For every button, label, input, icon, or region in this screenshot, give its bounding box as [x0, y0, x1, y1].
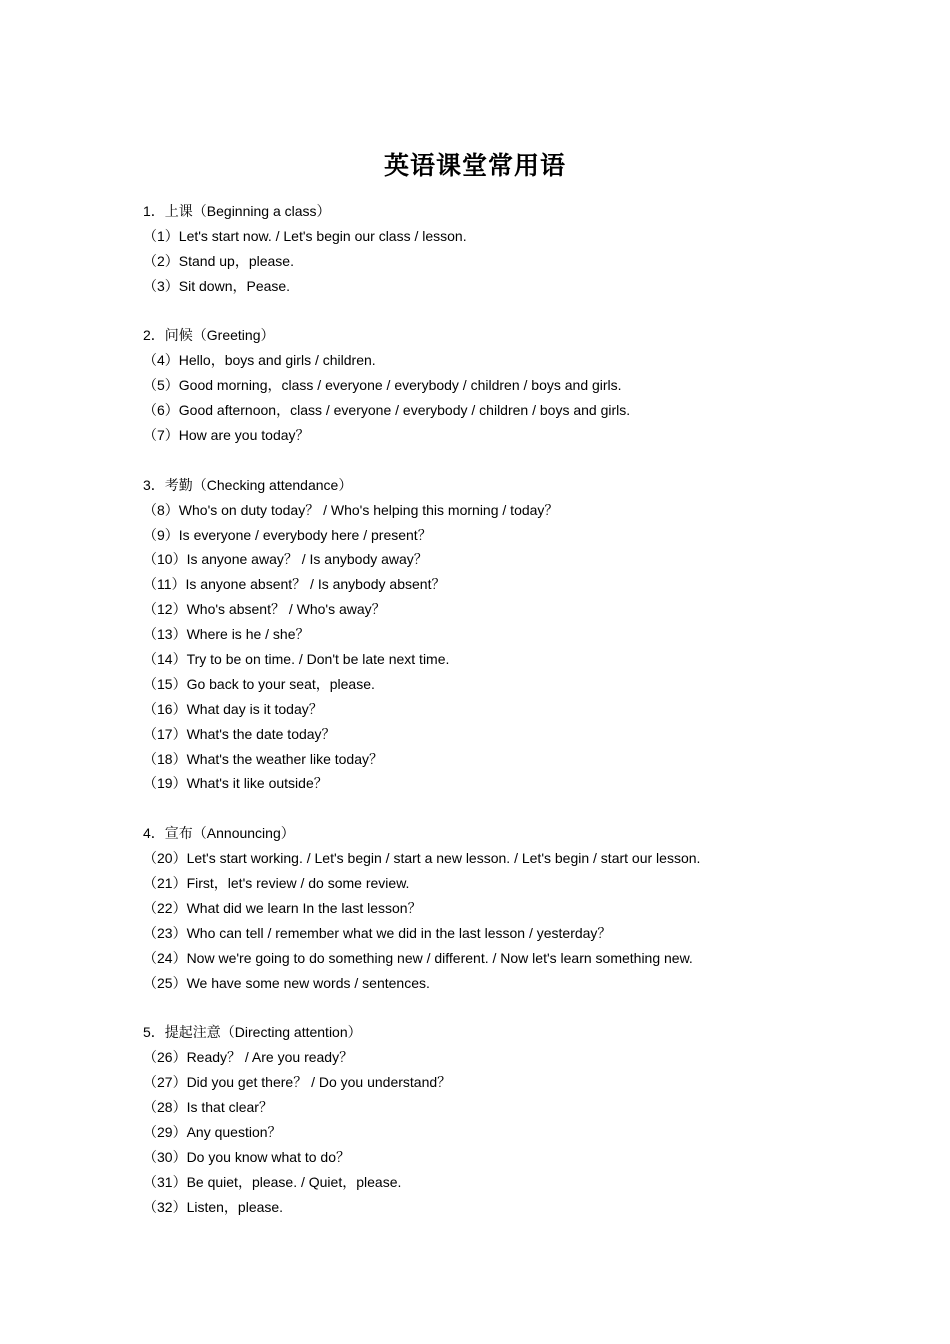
- phrase-item: （24）Now we're going to do something new / different. / Now let's learn something new.: [143, 949, 693, 966]
- phrase-item: （31）Be quiet，please. / Quiet，please.: [143, 1173, 402, 1190]
- section-beginning-a-class: [143, 199, 903, 299]
- section-heading: 1．上课（Beginning a class）: [143, 203, 331, 219]
- phrase-item: （9）Is everyone / everybody here / present？: [143, 526, 432, 543]
- phrase-item: （27）Did you get there？ / Do you understand？: [143, 1074, 452, 1091]
- phrase-item: （5）Good morning，class / everyone / everybody / children / boys and girls.: [143, 377, 622, 394]
- phrase-item: （4）Hello，boys and girls / children.: [143, 352, 376, 369]
- section-greeting: [143, 323, 903, 447]
- phrase-item: （13）Where is he / she？: [143, 626, 310, 643]
- phrase-item: （20）Let's start working. / Let's begin / start a new lesson. / Let's begin / start our lesson.: [143, 850, 701, 867]
- phrase-item: （3）Sit down，Pease.: [143, 277, 291, 294]
- phrase-item: （28）Is that clear？: [143, 1099, 273, 1116]
- phrase-item: （26）Ready？ / Are you ready？: [143, 1049, 354, 1066]
- phrase-item: （15）Go back to your seat，please.: [143, 675, 375, 692]
- phrase-item: （7）How are you today？: [143, 427, 310, 444]
- phrase-item: （18）What's the weather like today？: [143, 750, 384, 767]
- document-title: 英语课堂常用语: [383, 151, 566, 180]
- section-directing-attention: [143, 1020, 903, 1219]
- section-checking-attendance: [143, 473, 903, 797]
- phrase-item: （11）Is anyone absent？ / Is anybody absent？: [143, 576, 446, 593]
- section-heading: 3．考勤（Checking attendance）: [143, 476, 353, 493]
- phrase-item: （8）Who's on duty today？ / Who's helping this morning / today？: [143, 501, 559, 518]
- section-heading: 5．提起注意（Directing attention）: [143, 1024, 362, 1041]
- phrase-item: （14）Try to be on time. / Don't be late next time.: [143, 651, 450, 668]
- phrase-item: （17）What's the date today？: [143, 725, 336, 742]
- section-heading: 4．宣布（Announcing）: [143, 825, 295, 842]
- section-announcing: [143, 821, 903, 995]
- phrase-item: （29）Any question？: [143, 1123, 282, 1140]
- phrase-item: （21）First，let's review / do some review.: [143, 875, 410, 892]
- document-body: [143, 199, 903, 1244]
- phrase-item: （2）Stand up，please.: [143, 252, 294, 269]
- phrase-item: （22）What did we learn In the last lesson？: [143, 899, 422, 916]
- phrase-item: （25）We have some new words / sentences.: [143, 974, 430, 991]
- phrase-item: （1）Let's start now. / Let's begin our class / lesson.: [143, 227, 467, 244]
- phrase-item: （23）Who can tell / remember what we did in the last lesson / yesterday？: [143, 924, 612, 941]
- section-heading: 2．问候（Greeting）: [143, 327, 275, 344]
- phrase-item: （32）Listen，please.: [143, 1198, 284, 1215]
- phrase-item: （30）Do you know what to do？: [143, 1148, 350, 1165]
- phrase-item: （16）What day is it today？: [143, 700, 323, 717]
- phrase-item: （12）Who's absent？ / Who's away？: [143, 601, 386, 618]
- phrase-item: （6）Good afternoon，class / everyone / everybody / children / boys and girls.: [143, 402, 631, 419]
- phrase-item: （10）Is anyone away？ / Is anybody away？: [143, 551, 428, 568]
- phrase-item: （19）What's it like outside？: [143, 775, 328, 792]
